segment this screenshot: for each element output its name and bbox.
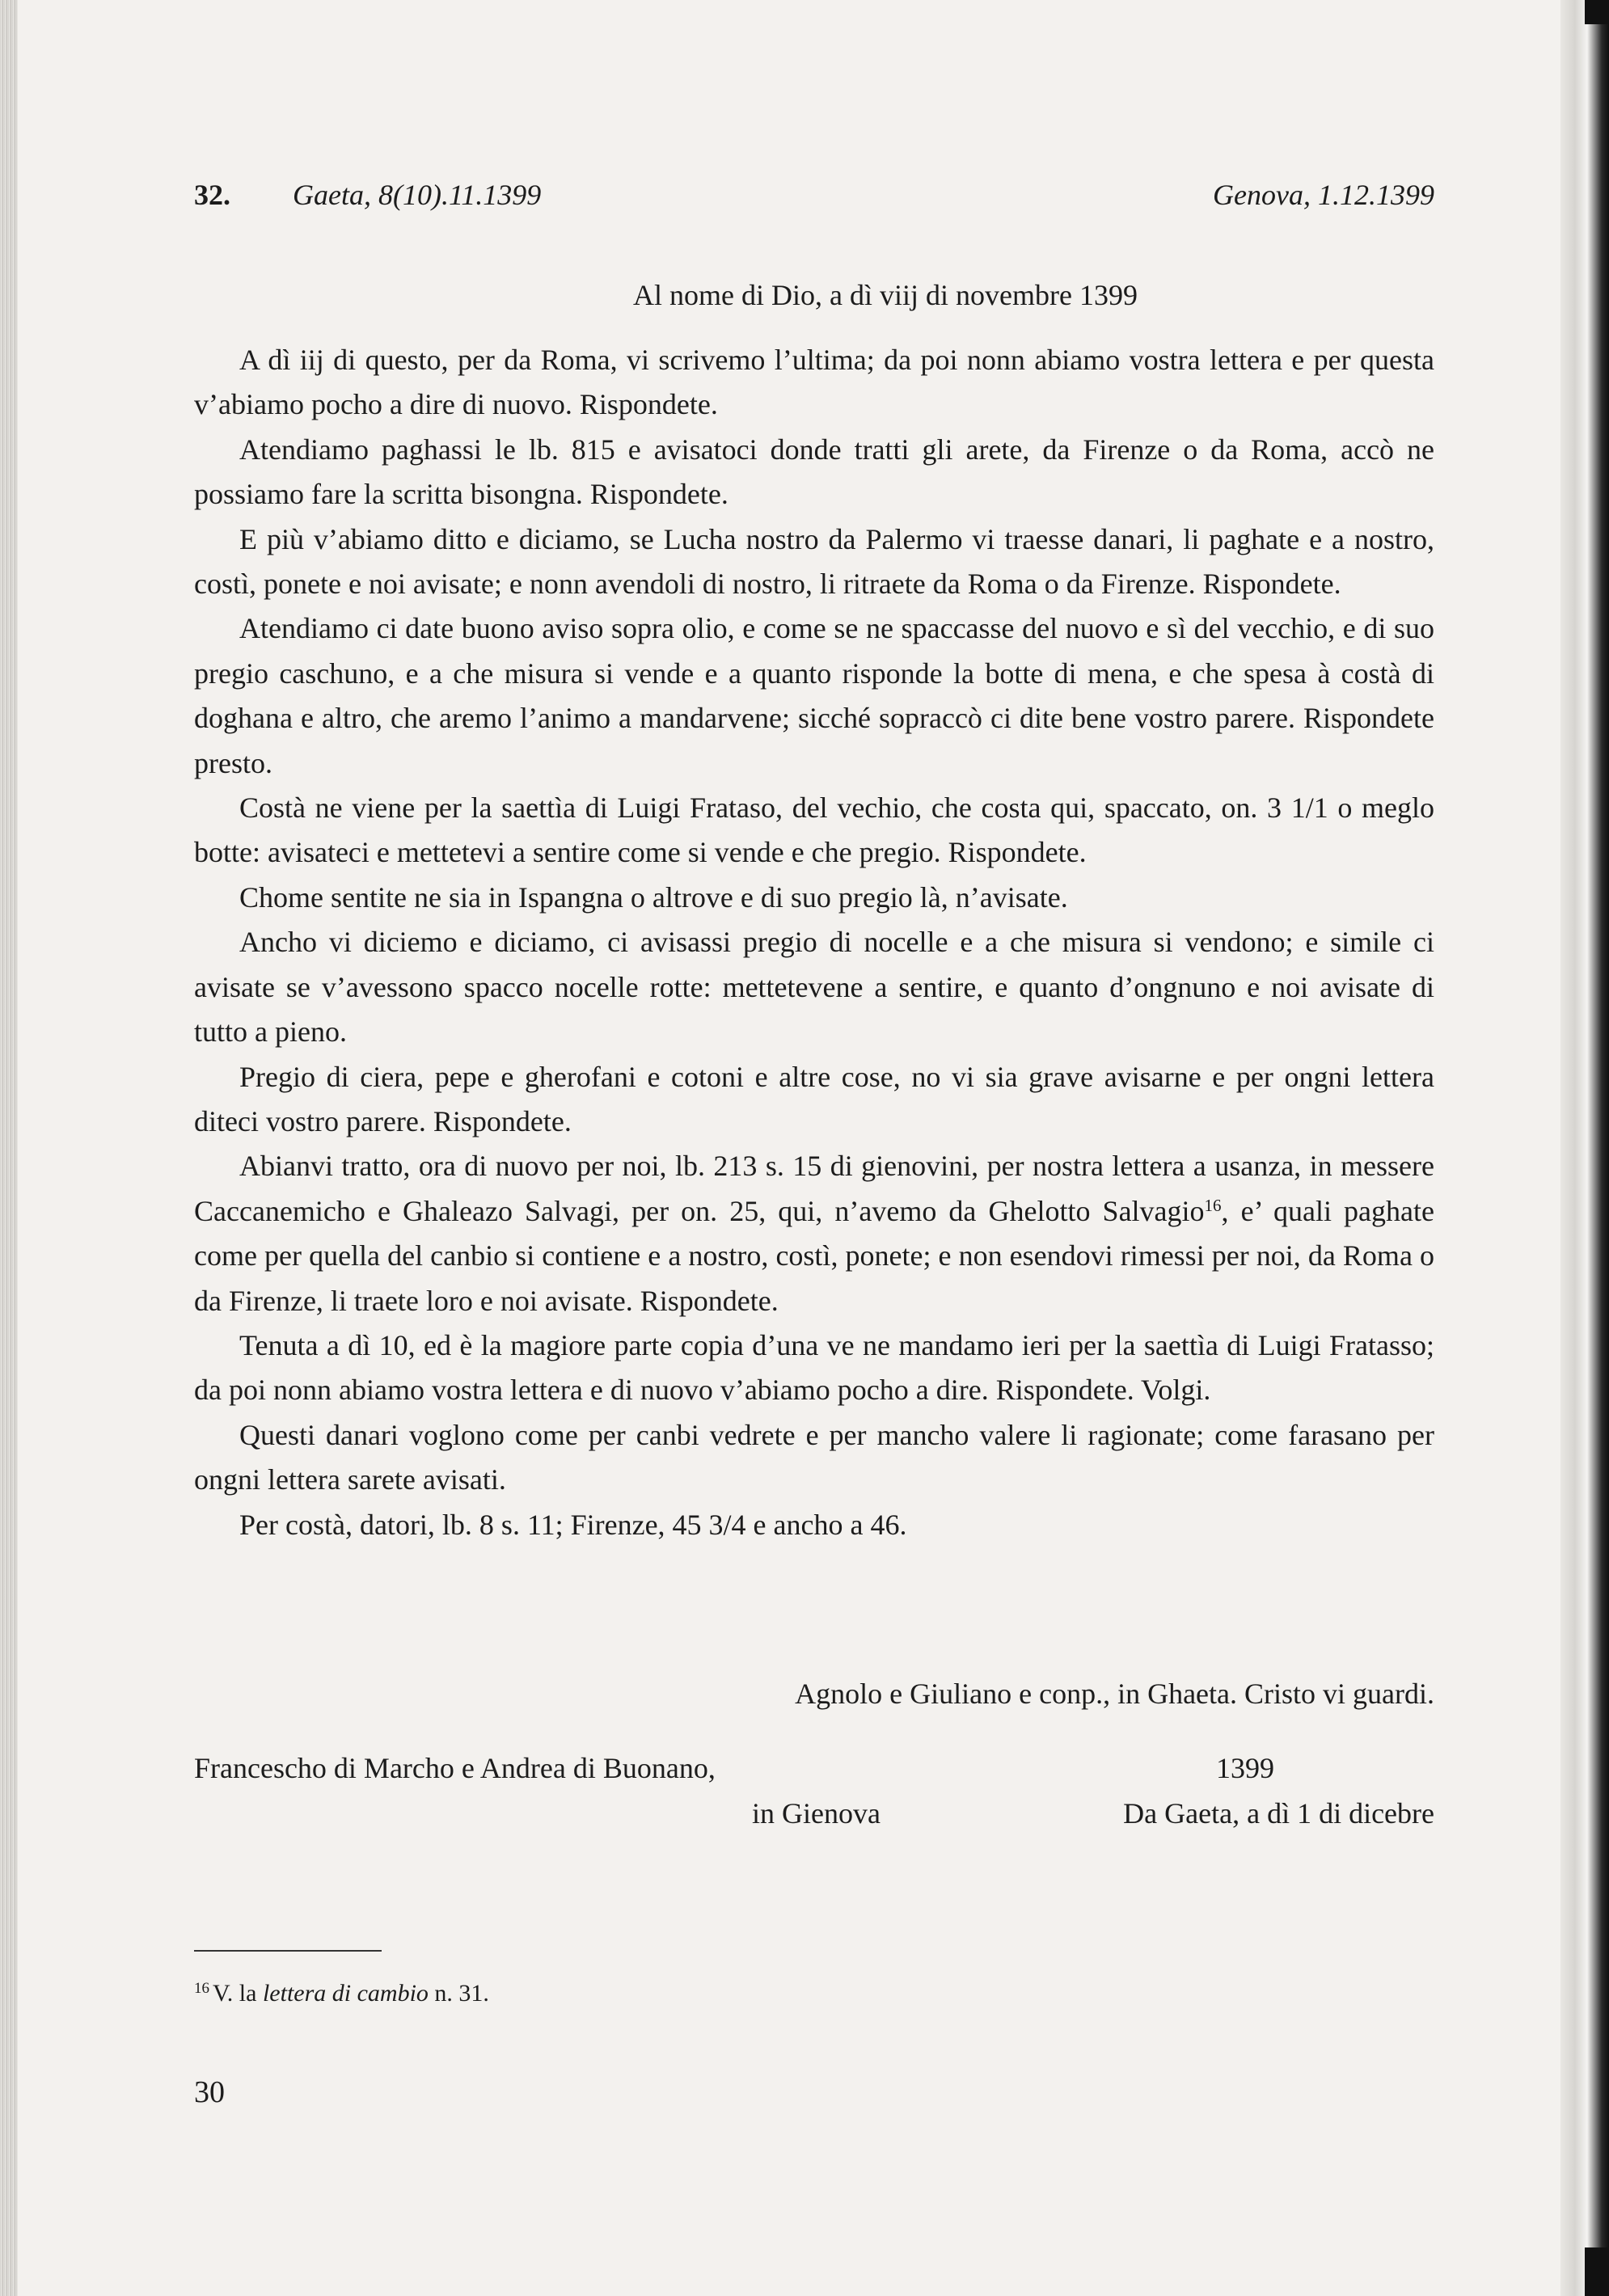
- page-edge-left: [0, 0, 18, 2296]
- paragraph: Per costà, datori, lb. 8 s. 11; Firenze, 45 3/4 e ancho a 46.: [239, 1508, 907, 1541]
- paragraph-text: Abianvi tratto, ora di nuovo per noi, lb. 213 s. 15 di gienovini, per nostra lettera a usanza, in messere Caccanemicho e Ghaleazo Salvagi, per on. 25, qui, n’avemo da Ghelotto Salvagio: [194, 1150, 1434, 1227]
- address-received-date: Da Gaeta, a dì 1 di dicebre: [1123, 1797, 1434, 1830]
- paragraph: Atendiamo ci date buono aviso sopra olio, e come se ne spaccasse del nuovo e sì del vecchio, e di suo pregio caschuno, e a che misura si vende e a quanto risponde la botte di mena, e che spesa à costà di doghana e altro, che aremo l’animo a mandarvene; sicché sopraccò ci dite bene vostro parere. Rispondete presto.: [194, 612, 1434, 779]
- address-recipient: Francescho di Marcho e Andrea di Buonano,: [194, 1752, 716, 1784]
- footnote-italic: lettera di cambio: [262, 1980, 429, 2007]
- scan-corner-top: [1585, 0, 1609, 24]
- letter-origin: Gaeta, 8(10).11.1399: [293, 179, 542, 211]
- paragraph: Tenuta a dì 10, ed è la magiore parte copia d’una ve ne mandamo ieri per la saettìa di Luigi Fratasso; da poi nonn abiamo vostra lettera e di nuovo v’abiamo pocho a dire. Rispondete. Volgi.: [194, 1328, 1434, 1407]
- page-edge-right: [1560, 0, 1609, 2296]
- paragraph: Atendiamo paghassi le lb. 815 e avisatoci donde tratti gli arete, da Firenze o da Roma, accò ne possiamo fare la scritta bisongna. Rispondete.: [194, 433, 1434, 511]
- letter-body: [194, 338, 1434, 1547]
- page-number: 30: [194, 2075, 225, 2109]
- letter-dateline: Al nome di Dio, a dì viij di novembre 1399: [633, 279, 1138, 311]
- paragraph: Questi danari voglono come per canbi vedrete e per mancho valere li ragionate; come farasano per ongni lettera sarete avisati.: [194, 1418, 1434, 1496]
- letter-destination: Genova, 1.12.1399: [1213, 179, 1434, 211]
- letter-closing: Agnolo e Giuliano e conp., in Ghaeta. Cristo vi guardi.: [795, 1678, 1434, 1710]
- paragraph: Ancho vi diciemo e diciamo, ci avisassi pregio di nocelle e a che misura si vendono; e simile ci avisate se v’avessono spacco nocelle rotte: mettetevene a sentire, e quanto d’ongnuno e noi avisate di tutto a pieno.: [194, 926, 1434, 1049]
- footnote-number: 16: [194, 1980, 209, 1997]
- letter-header: [194, 178, 1434, 218]
- paragraph: Chome sentite ne sia in Ispangna o altrove e di suo pregio là, n’avisate.: [239, 880, 1068, 914]
- paragraph: Pregio di ciera, pepe e gherofani e cotoni e altre cose, no vi sia grave avisarne e per ongni lettera diteci vostro parere. Rispondete.: [194, 1060, 1434, 1137]
- address-city: in Gienova: [752, 1797, 881, 1830]
- letter-number: 32.: [194, 179, 230, 211]
- paragraph: Costà ne viene per la saettìa di Luigi Frataso, del vechio, che costa qui, spaccato, on. 3 1/1 o meglo botte: avisateci e mettetevi a sentire come si vende e che pregio. Rispondete.: [194, 791, 1434, 869]
- address-year: 1399: [1216, 1752, 1274, 1784]
- paragraph-with-footnote: [194, 1144, 1434, 1323]
- paragraph: A dì iij di questo, per da Roma, vi scrivemo l’ultima; da poi nonn abiamo vostra lettera e per questa v’abiamo pocho a dire di nuovo. Rispondete.: [194, 344, 1434, 421]
- footnote-divider: [194, 1950, 382, 1952]
- footnote: [194, 1973, 489, 2010]
- footnote-suffix: n. 31.: [434, 1980, 489, 2007]
- scan-corner-bottom: [1585, 2247, 1609, 2296]
- paragraph: E più v’abiamo ditto e diciamo, se Lucha nostro da Palermo vi traesse danari, li paghate e a nostro, costì, ponete e noi avisate; e nonn avendoli di nostro, li ritraete da Roma o da Firenze. Rispondete.: [194, 522, 1434, 601]
- paragraph-text: , e’ quali paghate come per quella del canbio si contiene e a nostro, costì, ponete; e non esendovi rimessi per noi, da Roma o da Firenze, li traete loro e noi avisate. Rispondete.: [194, 1194, 1434, 1317]
- footnote-prefix: V. la: [213, 1980, 257, 2007]
- footnote-ref: 16: [1204, 1195, 1222, 1215]
